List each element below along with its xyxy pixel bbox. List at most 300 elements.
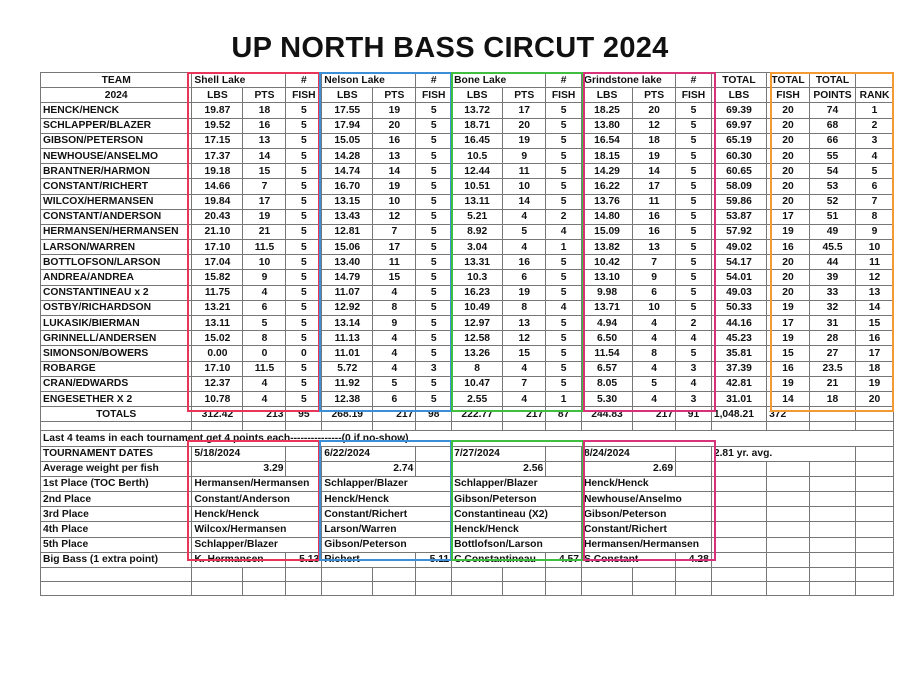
total-fish-cell: 20 — [767, 179, 810, 194]
team-row — [41, 224, 894, 239]
fish-cell: 5 — [286, 376, 322, 391]
pts-cell: 4 — [373, 346, 416, 361]
place-team: Constant/Richert — [322, 507, 452, 522]
blank-cell — [711, 552, 766, 567]
team-name: GIBSON/PETERSON — [41, 133, 192, 148]
pts-cell: 4 — [503, 361, 546, 376]
totals-all-fish: 372 — [767, 407, 810, 422]
team-row — [41, 300, 894, 315]
total-lbs-cell: 57.92 — [711, 224, 766, 239]
lbs-cell: 8.05 — [581, 376, 632, 391]
team-name: ENGESETHER X 2 — [41, 391, 192, 406]
lbs-cell: 13.82 — [581, 240, 632, 255]
lbs-cell: 6.57 — [581, 361, 632, 376]
tournament-date-shell: 5/18/2024 — [192, 446, 286, 461]
lbs-cell: 14.79 — [322, 270, 373, 285]
pts-cell: 11 — [633, 194, 676, 209]
lbs-cell: 13.11 — [192, 316, 243, 331]
lbs-cell: 13.76 — [581, 194, 632, 209]
blank-cell — [452, 568, 503, 582]
fish-cell: 5 — [416, 164, 452, 179]
fish-cell: 5 — [676, 224, 712, 239]
lbs-cell: 12.44 — [452, 164, 503, 179]
blank-cell — [711, 568, 766, 582]
place-row — [41, 537, 894, 552]
lbs-cell: 17.55 — [322, 103, 373, 118]
total-points-cell: 51 — [810, 209, 856, 224]
lbs-cell: 17.37 — [192, 148, 243, 163]
pts-cell: 4 — [243, 285, 286, 300]
fish-cell: 5 — [416, 148, 452, 163]
totals-lbs: 268.19 — [322, 407, 373, 422]
total-lbs-cell: 69.97 — [711, 118, 766, 133]
team-name: CONSTANTINEAU x 2 — [41, 285, 192, 300]
rank-cell: 12 — [856, 270, 894, 285]
team-row — [41, 255, 894, 270]
place-team: Schlapper/Blazer — [452, 476, 582, 491]
pts-cell: 13 — [503, 316, 546, 331]
fish-cell: 3 — [676, 391, 712, 406]
place-team: Hermansen/Hermansen — [581, 537, 711, 552]
total-lbs-cell: 31.01 — [711, 391, 766, 406]
team-row — [41, 133, 894, 148]
pts-cell: 10 — [633, 300, 676, 315]
fish-cell: 5 — [546, 179, 582, 194]
header-row-2 — [41, 88, 894, 103]
blank-cell — [810, 476, 856, 491]
blank-cell — [633, 568, 676, 582]
team-name: BRANTNER/HARMON — [41, 164, 192, 179]
totals-lbs: 244.83 — [581, 407, 632, 422]
lbs-cell: 16.45 — [452, 133, 503, 148]
total-points-cell: 68 — [810, 118, 856, 133]
big-bass-weight: 4.57 — [546, 552, 582, 567]
pts-cell: 7 — [243, 179, 286, 194]
total-points-cell: 31 — [810, 316, 856, 331]
pts-cell: 11 — [503, 164, 546, 179]
rank-cell: 4 — [856, 148, 894, 163]
rank-cell: 10 — [856, 240, 894, 255]
team-row — [41, 179, 894, 194]
pts-cell: 4 — [243, 376, 286, 391]
pts-cell: 4 — [633, 331, 676, 346]
blank-cell — [711, 522, 766, 537]
lbs-header: LBS — [322, 88, 373, 103]
pts-cell: 8 — [243, 331, 286, 346]
fish-cell: 5 — [416, 300, 452, 315]
team-name: CRAN/EDWARDS — [41, 376, 192, 391]
place-team: Constant/Richert — [581, 522, 711, 537]
place-team: Henck/Henck — [581, 476, 711, 491]
pts-cell: 14 — [243, 148, 286, 163]
blank-cell — [711, 422, 766, 431]
average-weight-shell: 3.29 — [192, 461, 286, 476]
blank-cell — [856, 507, 894, 522]
lbs-cell: 0.00 — [192, 346, 243, 361]
big-bass-label: Big Bass (1 extra point) — [41, 552, 192, 567]
total-lbs-cell: 42.81 — [711, 376, 766, 391]
team-name: BOTTLOFSON/LARSON — [41, 255, 192, 270]
dates-row — [41, 446, 894, 461]
big-bass-name: S.Constant — [581, 552, 675, 567]
fish-cell: 5 — [416, 103, 452, 118]
dates-label: TOURNAMENT DATES — [41, 446, 192, 461]
total-lbs-cell: 35.81 — [711, 346, 766, 361]
blank-cell — [856, 492, 894, 507]
blank-cell — [676, 461, 712, 476]
place-row — [41, 476, 894, 491]
fish-cell: 5 — [546, 118, 582, 133]
fish-cell: 4 — [546, 224, 582, 239]
fish-cell: 5 — [546, 331, 582, 346]
fish-cell: 5 — [416, 179, 452, 194]
lbs-cell: 19.84 — [192, 194, 243, 209]
blank-cell — [856, 537, 894, 552]
team-row — [41, 240, 894, 255]
lbs-cell: 13.21 — [192, 300, 243, 315]
blank-cell — [767, 492, 810, 507]
fish-cell: 3 — [416, 361, 452, 376]
blank-cell — [810, 461, 856, 476]
lbs-cell: 18.25 — [581, 103, 632, 118]
total-lbs-cell: 44.16 — [711, 316, 766, 331]
team-row — [41, 270, 894, 285]
pts-cell: 11.5 — [243, 361, 286, 376]
total-lbs-cell: 65.19 — [711, 133, 766, 148]
rank-header: RANK — [856, 88, 894, 103]
fish-cell: 5 — [416, 331, 452, 346]
tournament-date-bone: 7/27/2024 — [452, 446, 546, 461]
rank-cell: 18 — [856, 361, 894, 376]
rank-cell: 15 — [856, 316, 894, 331]
fish-cell: 5 — [286, 285, 322, 300]
rank-cell: 1 — [856, 103, 894, 118]
lbs-cell: 16.70 — [322, 179, 373, 194]
average-weight-grindstone: 2.69 — [581, 461, 675, 476]
blank-cell — [243, 422, 286, 431]
total-points-cell: 55 — [810, 148, 856, 163]
blank-cell — [633, 582, 676, 596]
blank-cell — [286, 568, 322, 582]
pts-cell: 16 — [633, 224, 676, 239]
blank-cell — [676, 446, 712, 461]
fish-cell: 5 — [286, 300, 322, 315]
fish-cell: 5 — [416, 118, 452, 133]
pts-cell: 9 — [373, 316, 416, 331]
total-lbs-cell: 69.39 — [711, 103, 766, 118]
pts-cell: 7 — [503, 376, 546, 391]
lbs-header: LBS — [581, 88, 632, 103]
lbs-cell: 17.04 — [192, 255, 243, 270]
lbs-cell: 13.40 — [322, 255, 373, 270]
pts-cell: 4 — [633, 361, 676, 376]
pts-cell: 6 — [373, 391, 416, 406]
total-points-header: POINTS — [810, 88, 856, 103]
blank-cell — [767, 568, 810, 582]
blank-cell — [856, 407, 894, 422]
fish-cell: 5 — [286, 133, 322, 148]
fish-cell: 5 — [416, 346, 452, 361]
fish-cell: 5 — [286, 391, 322, 406]
fish-cell: 5 — [676, 164, 712, 179]
average-weight-bone: 2.56 — [452, 461, 546, 476]
team-row — [41, 164, 894, 179]
pts-cell: 10 — [243, 255, 286, 270]
pts-cell: 4 — [373, 331, 416, 346]
fish-cell: 0 — [286, 346, 322, 361]
pts-cell: 4 — [373, 285, 416, 300]
blank-cell — [810, 492, 856, 507]
pts-header: PTS — [503, 88, 546, 103]
fish-cell: 5 — [286, 148, 322, 163]
fish-cell: 4 — [676, 376, 712, 391]
lbs-cell: 21.10 — [192, 224, 243, 239]
blank-cell — [41, 422, 192, 431]
blank-cell — [546, 568, 582, 582]
blank-cell — [810, 507, 856, 522]
place-team: Hermansen/Hermansen — [192, 476, 322, 491]
team-name: LARSON/WARREN — [41, 240, 192, 255]
lbs-cell: 17.94 — [322, 118, 373, 133]
total-fish-cell: 20 — [767, 255, 810, 270]
pts-cell: 18 — [243, 103, 286, 118]
total-points-cell: 32 — [810, 300, 856, 315]
lbs-cell: 10.78 — [192, 391, 243, 406]
place-team: Schlapper/Blazer — [322, 476, 452, 491]
total-fish-cell: 16 — [767, 361, 810, 376]
lbs-cell: 13.11 — [452, 194, 503, 209]
blank-cell — [676, 582, 712, 596]
totals-fish: 87 — [546, 407, 582, 422]
fish-cell: 5 — [286, 179, 322, 194]
total-header: TOTAL — [767, 73, 810, 88]
blank-cell — [581, 568, 632, 582]
place-row — [41, 522, 894, 537]
blank-cell — [581, 422, 632, 431]
fish-cell: 5 — [286, 194, 322, 209]
blank-cell — [503, 568, 546, 582]
place-team: Bottlofson/Larson — [452, 537, 582, 552]
lbs-cell: 20.43 — [192, 209, 243, 224]
team-name: GRINNELL/ANDERSEN — [41, 331, 192, 346]
fish-cell: 5 — [416, 255, 452, 270]
pts-cell: 6 — [633, 285, 676, 300]
blank-cell — [856, 582, 894, 596]
place-team: Gibson/Peterson — [452, 492, 582, 507]
lbs-cell: 13.31 — [452, 255, 503, 270]
fish-cell: 5 — [676, 179, 712, 194]
place-label: 1st Place (TOC Berth) — [41, 476, 192, 491]
team-row — [41, 391, 894, 406]
blank-cell — [676, 568, 712, 582]
fish-cell: 5 — [676, 148, 712, 163]
lbs-cell: 10.51 — [452, 179, 503, 194]
pts-cell: 20 — [633, 103, 676, 118]
blank-cell — [856, 461, 894, 476]
big-bass-name: K. Hermansen — [192, 552, 286, 567]
pts-cell: 5 — [503, 224, 546, 239]
pts-cell: 21 — [243, 224, 286, 239]
fish-cell: 5 — [546, 361, 582, 376]
pts-cell: 4 — [503, 240, 546, 255]
place-team: Gibson/Peterson — [322, 537, 452, 552]
blank-cell — [373, 582, 416, 596]
fish-cell: 5 — [676, 285, 712, 300]
blank-cell — [416, 568, 452, 582]
rank-cell: 8 — [856, 209, 894, 224]
pts-cell: 15 — [243, 164, 286, 179]
blank-cell — [711, 476, 766, 491]
team-row — [41, 118, 894, 133]
big-bass-weight: 4.28 — [676, 552, 712, 567]
lbs-cell: 16.54 — [581, 133, 632, 148]
team-row — [41, 346, 894, 361]
total-points-cell: 39 — [810, 270, 856, 285]
place-label: 4th Place — [41, 522, 192, 537]
blank-cell — [767, 582, 810, 596]
pts-cell: 5 — [633, 376, 676, 391]
pts-cell: 5 — [243, 316, 286, 331]
fish-cell: 2 — [546, 209, 582, 224]
fish-cell: 5 — [286, 224, 322, 239]
pts-cell: 11.5 — [243, 240, 286, 255]
pts-cell: 19 — [243, 209, 286, 224]
big-bass-name: C.Constantineau — [452, 552, 546, 567]
pts-cell: 14 — [373, 164, 416, 179]
lbs-cell: 13.71 — [581, 300, 632, 315]
lake-name-bone: Bone Lake — [452, 73, 546, 88]
fish-cell: 5 — [676, 103, 712, 118]
lbs-cell: 16.22 — [581, 179, 632, 194]
lbs-cell: 14.74 — [322, 164, 373, 179]
fish-cell: 5 — [416, 376, 452, 391]
fish-cell: 5 — [546, 255, 582, 270]
lbs-cell: 14.28 — [322, 148, 373, 163]
fish-cell: 5 — [676, 255, 712, 270]
total-points-cell: 52 — [810, 194, 856, 209]
blank-cell — [286, 422, 322, 431]
blank-cell — [767, 476, 810, 491]
lbs-cell: 10.5 — [452, 148, 503, 163]
pts-cell: 19 — [633, 148, 676, 163]
blank-cell — [856, 476, 894, 491]
lbs-header: LBS — [452, 88, 503, 103]
total-lbs-cell: 49.02 — [711, 240, 766, 255]
blank-cell — [322, 582, 373, 596]
pts-cell: 8 — [503, 300, 546, 315]
fish-cell: 5 — [546, 164, 582, 179]
lbs-cell: 19.18 — [192, 164, 243, 179]
rank-cell: 14 — [856, 300, 894, 315]
note-row — [41, 431, 894, 446]
team-row — [41, 285, 894, 300]
lake-name-nelson: Nelson Lake — [322, 73, 416, 88]
blank-cell — [546, 422, 582, 431]
pts-cell: 13 — [373, 148, 416, 163]
total-fish-cell: 19 — [767, 331, 810, 346]
fish-cell: 1 — [546, 391, 582, 406]
team-header: TEAM — [41, 73, 192, 88]
team-name: SIMONSON/BOWERS — [41, 346, 192, 361]
total-lbs-cell: 49.03 — [711, 285, 766, 300]
blank-cell — [416, 422, 452, 431]
lbs-cell: 8.92 — [452, 224, 503, 239]
blank-cell — [856, 568, 894, 582]
blank-cell — [633, 422, 676, 431]
fish-cell: 5 — [286, 316, 322, 331]
fish-cell: 5 — [546, 103, 582, 118]
fish-cell: 5 — [416, 316, 452, 331]
team-name: HERMANSEN/HERMANSEN — [41, 224, 192, 239]
lbs-cell: 15.06 — [322, 240, 373, 255]
fish-cell: 5 — [286, 270, 322, 285]
total-fish-cell: 20 — [767, 285, 810, 300]
rank-cell: 11 — [856, 255, 894, 270]
page-title: UP NORTH BASS CIRCUT 2024 — [231, 32, 669, 64]
fish-header: FISH — [546, 88, 582, 103]
blank-cell — [711, 492, 766, 507]
lbs-cell: 10.47 — [452, 376, 503, 391]
blank-cell — [767, 537, 810, 552]
lbs-cell: 9.98 — [581, 285, 632, 300]
pts-cell: 6 — [243, 300, 286, 315]
team-name: SCHLAPPER/BLAZER — [41, 118, 192, 133]
totals-pts: 217 — [373, 407, 416, 422]
pts-cell: 19 — [503, 133, 546, 148]
pts-header: PTS — [243, 88, 286, 103]
blank-cell — [810, 537, 856, 552]
fish-header: FISH — [416, 88, 452, 103]
total-points-cell: 18 — [810, 391, 856, 406]
fish-cell: 5 — [546, 346, 582, 361]
fish-cell: 5 — [546, 285, 582, 300]
team-name: ROBARGE — [41, 361, 192, 376]
blank-cell — [416, 582, 452, 596]
fish-cell: 5 — [546, 148, 582, 163]
fish-cell: 5 — [416, 270, 452, 285]
total-lbs-cell: 60.30 — [711, 148, 766, 163]
blank-cell — [41, 568, 192, 582]
team-name: CONSTANT/RICHERT — [41, 179, 192, 194]
rank-cell: 7 — [856, 194, 894, 209]
lbs-cell: 13.10 — [581, 270, 632, 285]
blank-cell — [581, 582, 632, 596]
lbs-header: LBS — [192, 88, 243, 103]
pts-cell: 17 — [503, 103, 546, 118]
lake-name-grindstone: Grindstone lake — [581, 73, 675, 88]
lbs-cell: 12.97 — [452, 316, 503, 331]
blank-cell — [711, 537, 766, 552]
pts-cell: 17 — [633, 179, 676, 194]
pts-cell: 4 — [503, 209, 546, 224]
total-lbs-cell: 60.65 — [711, 164, 766, 179]
rank-cell: 5 — [856, 164, 894, 179]
place-label: 3rd Place — [41, 507, 192, 522]
lbs-cell: 15.05 — [322, 133, 373, 148]
place-label: 2nd Place — [41, 492, 192, 507]
place-team: Gibson/Peterson — [581, 507, 711, 522]
pts-cell: 8 — [373, 300, 416, 315]
blank-cell — [546, 446, 582, 461]
blank-cell — [856, 446, 894, 461]
totals-fish: 98 — [416, 407, 452, 422]
lbs-cell: 17.10 — [192, 361, 243, 376]
total-points-cell: 49 — [810, 224, 856, 239]
blank-cell — [810, 552, 856, 567]
team-name: OSTBY/RICHARDSON — [41, 300, 192, 315]
team-row — [41, 331, 894, 346]
total-fish-cell: 20 — [767, 164, 810, 179]
